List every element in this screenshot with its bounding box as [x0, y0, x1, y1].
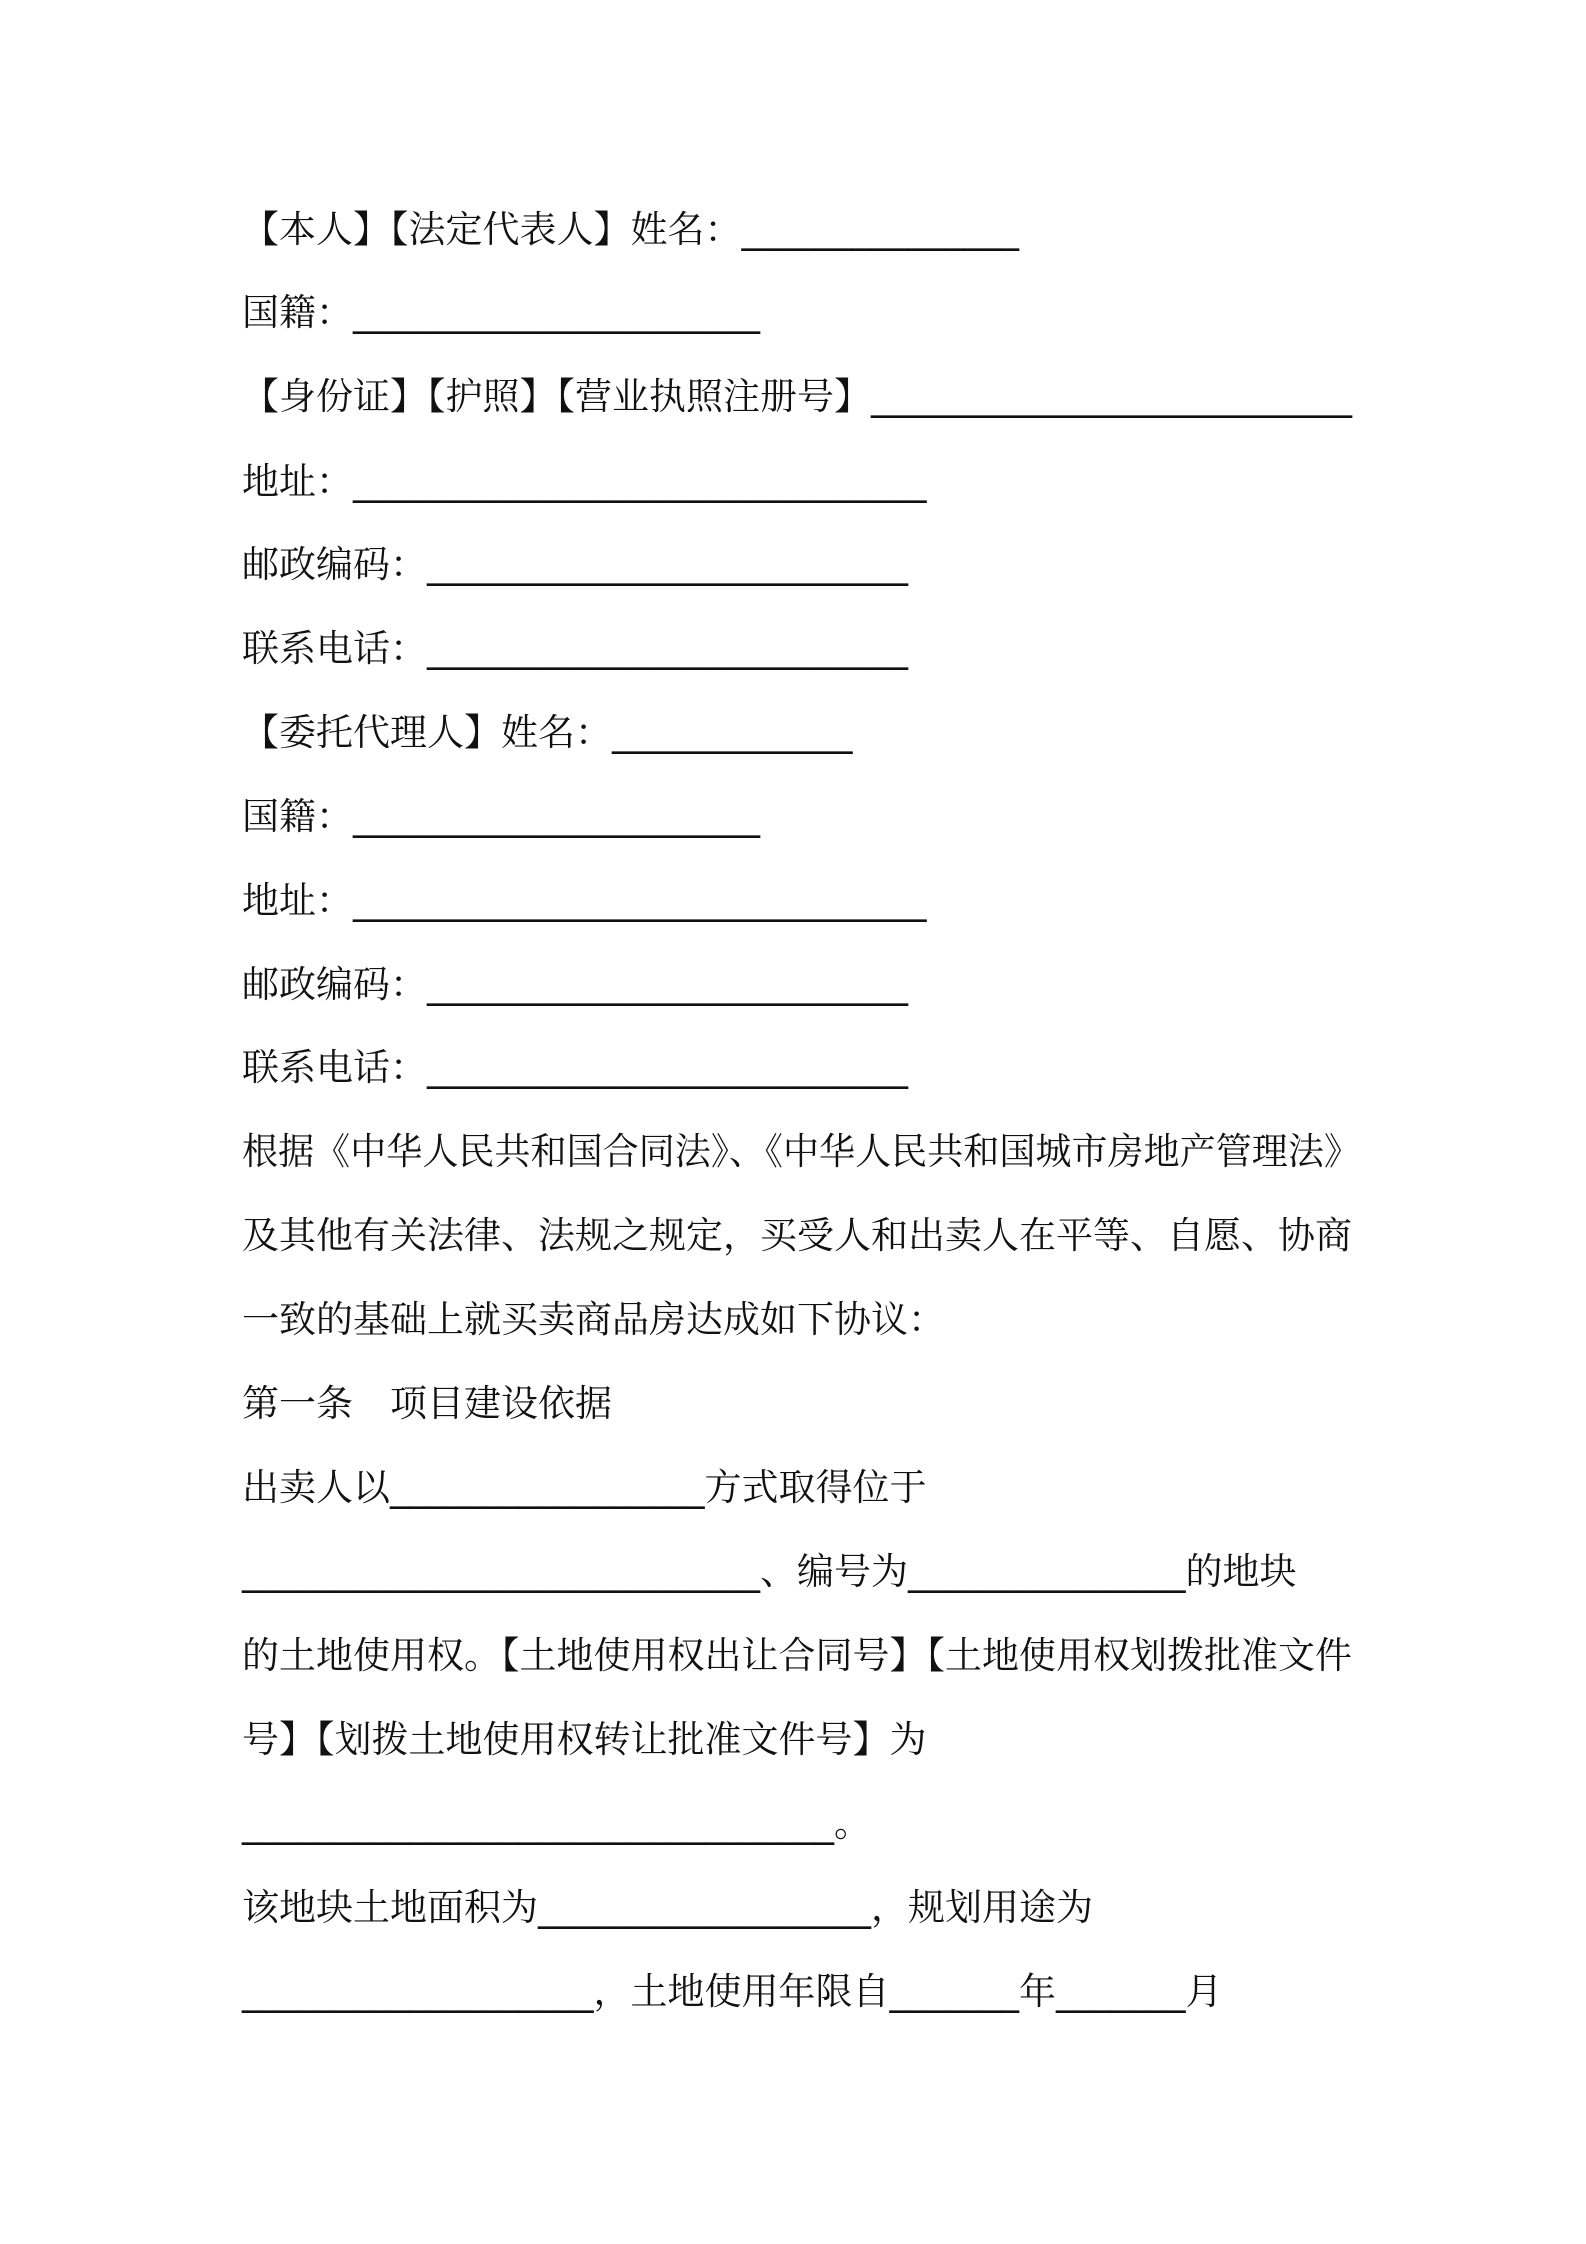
preamble-line-2: 及其他有关法律、法规之规定，买受人和出卖人在平等、自愿、协商	[242, 1214, 1352, 1257]
article-heading: 第一条 项目建设依据	[242, 1382, 612, 1425]
article-line-5: ________________________________。	[242, 1802, 871, 1845]
article-line-7: ___________________，土地使用年限自_______年_______月	[242, 1970, 1223, 2013]
preamble-line-3: 一致的基础上就买卖商品房达成如下协议：	[242, 1298, 945, 1341]
agent-nationality-line: 国籍：______________________	[242, 795, 760, 838]
article-line-4: 号】【划拨土地使用权转让批准文件号】为	[242, 1718, 927, 1761]
agent-phone-line: 联系电话：__________________________	[242, 1046, 908, 1089]
phone-line: 联系电话：__________________________	[242, 627, 908, 670]
address-line: 地址：_______________________________	[242, 460, 927, 503]
agent-postal-code-line: 邮政编码：__________________________	[242, 963, 908, 1006]
preamble-line-1: 根据《中华人民共和国合同法》、《中华人民共和国城市房地产管理法》	[242, 1130, 1360, 1173]
postal-code-line: 邮政编码：__________________________	[242, 543, 908, 586]
id-number-line: 【身份证】【护照】【营业执照注册号】__________________________	[242, 375, 1352, 418]
article-line-1: 出卖人以_________________方式取得位于	[242, 1466, 927, 1509]
article-line-2: ____________________________、编号为_______________的地块	[242, 1550, 1297, 1593]
nationality-line: 国籍：______________________	[242, 291, 760, 334]
article-line-6: 该地块土地面积为__________________，规划用途为	[242, 1886, 1093, 1929]
agent-name-line: 【委托代理人】姓名：_____________	[242, 711, 853, 754]
article-line-3: 的土地使用权。【土地使用权出让合同号】【土地使用权划拨批准文件	[242, 1634, 1352, 1677]
party-name-line: 【本人】【法定代表人】姓名：_______________	[242, 208, 1019, 251]
agent-address-line: 地址：_______________________________	[242, 879, 927, 922]
